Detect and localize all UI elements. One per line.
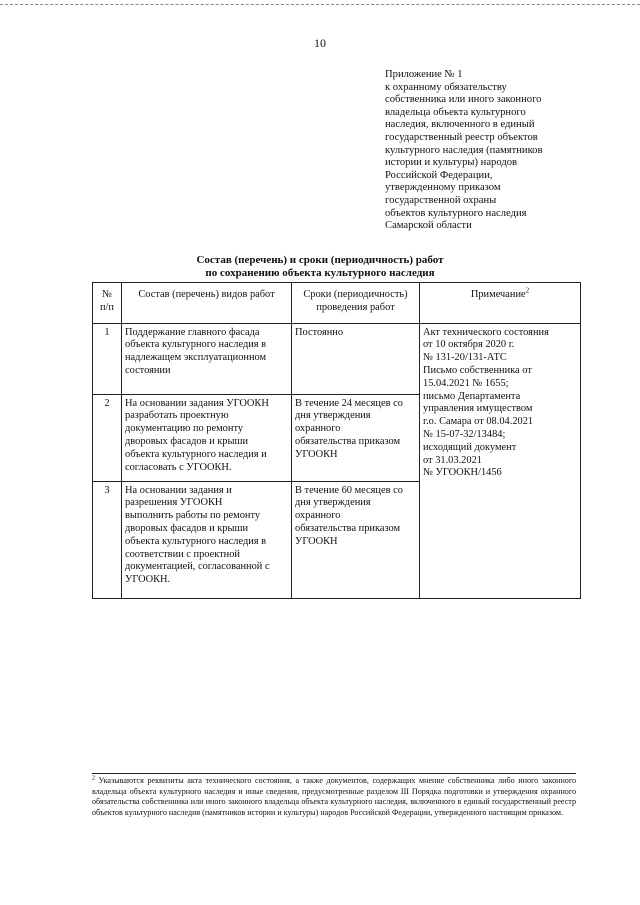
document-title xyxy=(0,254,640,280)
header-terms: Сроки (периодичность) проведения работ xyxy=(292,283,420,324)
footnote xyxy=(92,776,576,818)
document-title-line-2: по сохранению объекта культурного наследия xyxy=(205,267,435,279)
row-1-terms: Постоянно xyxy=(292,323,420,394)
footnote-mark: 2 xyxy=(92,775,95,782)
table-header-row xyxy=(93,283,581,324)
note-cell: Акт технического состояния от 10 октября 2020 г. № 131-20/131-АТС Письмо собственника от 15.04.2021 № 1655; письмо Департамента управления имуществом г.о. Самара от 08.04.2021 № 15-07-32/13484; исходящий документ от 31.03.2021 № УГООКН/1456 xyxy=(420,323,581,598)
header-works: Состав (перечень) видов работ xyxy=(122,283,292,324)
row-3-works: На основании задания и разрешения УГООКН выполнить работы по ремонту дворовых фасадов и крыши объекта культурного наследия в соответствии с проектной документацией, согласованной с УГООКН. xyxy=(122,481,292,598)
row-2-terms: В течение 24 месяцев со дня утверждения охранного обязательства приказом УГООКН xyxy=(292,394,420,481)
table-row xyxy=(93,323,581,394)
page-number: 10 xyxy=(314,36,326,50)
header-note xyxy=(420,283,581,324)
row-1-num: 1 xyxy=(93,323,122,394)
header-note-label: Примечание xyxy=(470,289,526,300)
document-title-line-1: Состав (перечень) и сроки (периодичность) работ xyxy=(196,254,444,266)
row-3-terms: В течение 60 месяцев со дня утверждения охранного обязательства приказом УГООКН xyxy=(292,481,420,598)
row-2-works: На основании задания УГООКН разработать проектную документацию по ремонту дворовых фасадов и крыши объекта культурного наследия и согласовать с УГООКН. xyxy=(122,394,292,481)
footnote-divider xyxy=(92,773,576,774)
header-num: № п/п xyxy=(93,283,122,324)
row-2-num: 2 xyxy=(93,394,122,481)
appendix-header: Приложение № 1 к охранному обязательству собственника или иного законного владельца объекта культурного наследия, включенного в единый государственный реестр объектов культурного наследия (памятников истории и культуры) народов Российской Федерации, утвержденному приказом государственной охраны объектов культурного наследия Самарской области xyxy=(385,69,543,232)
row-3-num: 3 xyxy=(93,481,122,598)
footnote-text: Указываются реквизиты акта технического состояния, а также документов, содержащих мнение собственника либо иного законного владельца объекта культурного наследия и иные сведения, предусмотренные разделом III Порядка подготовки и утверждения охранного обязательства собственника или иного законного владельца объекта культурного наследия, включенного в единый государственный реестр объектов культурного наследия (памятников истории и культуры) народов Российской Федерации, утвержденного настоящим приказом. xyxy=(92,776,576,817)
works-table xyxy=(92,282,581,599)
top-dashed-rule xyxy=(0,4,640,5)
header-note-mark: 2 xyxy=(525,286,530,295)
row-1-works: Поддержание главного фасада объекта культурного наследия в надлежащем эксплуатационном состоянии xyxy=(122,323,292,394)
